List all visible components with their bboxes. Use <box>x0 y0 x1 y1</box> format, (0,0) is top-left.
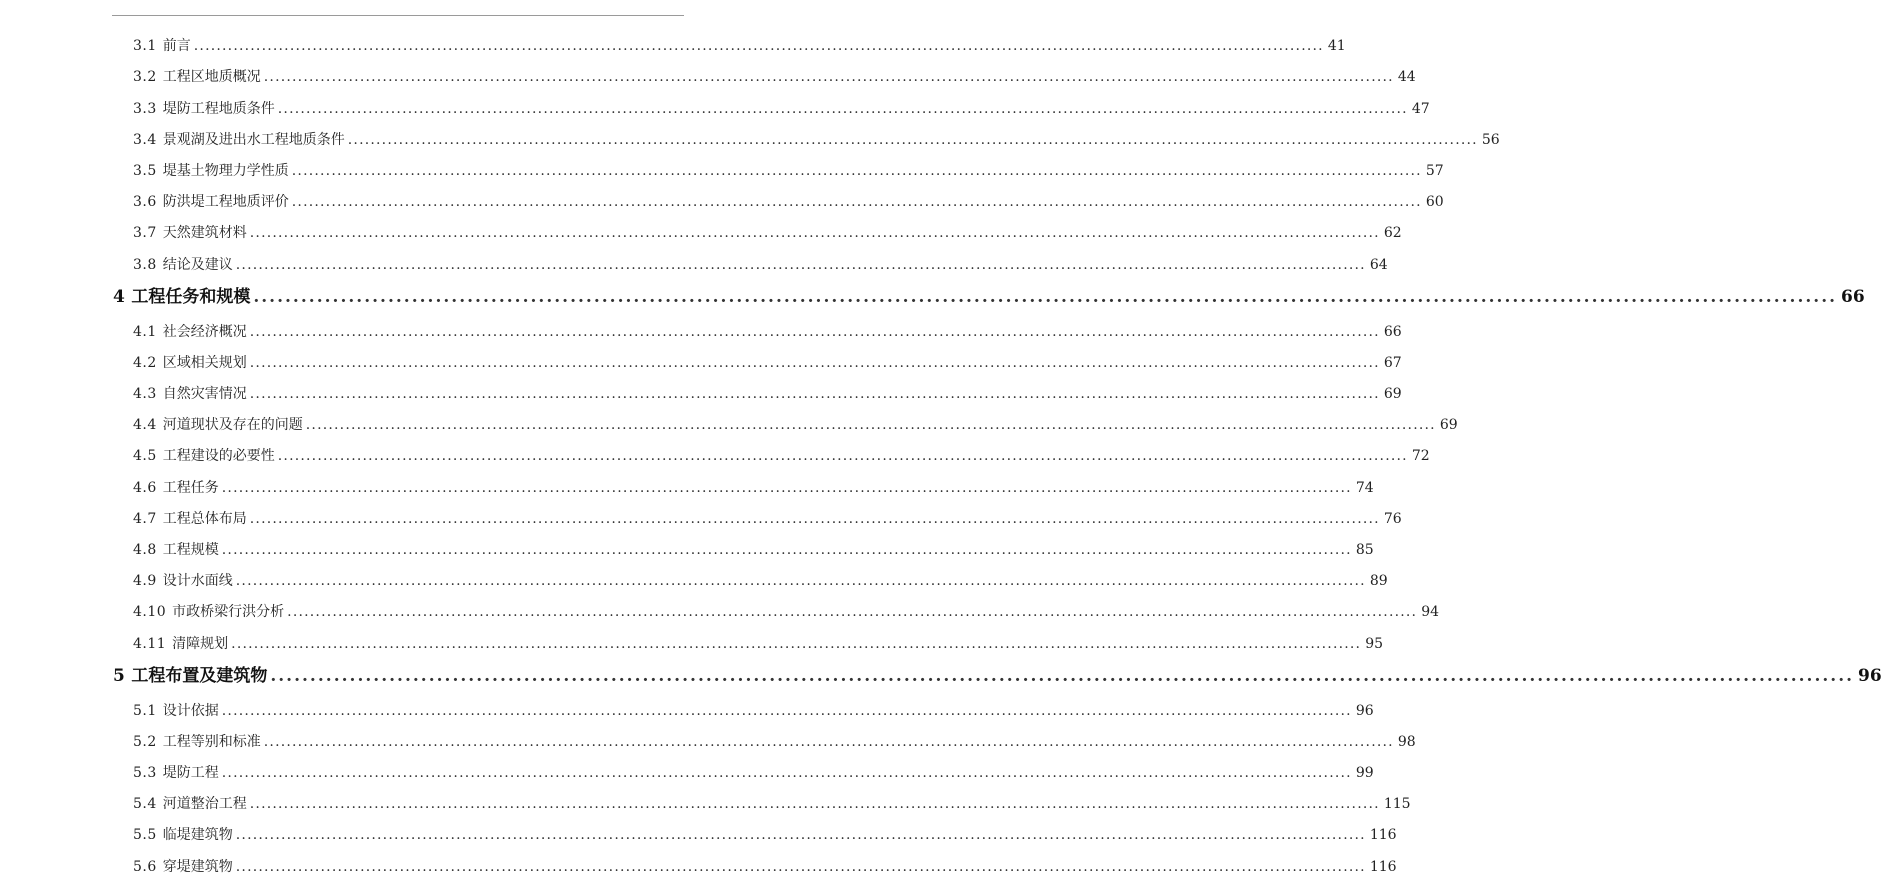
toc-section-entry[interactable] <box>133 255 1388 275</box>
entry-page-number: 47 <box>1411 101 1430 117</box>
dot-leader: ........................................................................................................................................................................................................ <box>235 257 1366 273</box>
entry-title: 工程任务和规模 <box>131 287 251 307</box>
toc-section-entry[interactable] <box>133 223 1402 243</box>
entry-title: 河道整治工程 <box>162 796 247 812</box>
entry-number: 5.1 <box>133 703 157 719</box>
entry-page-number: 95 <box>1365 636 1384 652</box>
dot-leader: ........................................................................................................................................................................................................ <box>305 417 1436 433</box>
entry-number: 3.5 <box>133 163 157 179</box>
entry-page-number: 66 <box>1841 287 1865 307</box>
toc-section-entry[interactable] <box>133 99 1430 119</box>
entry-number: 5.2 <box>133 734 157 750</box>
entry-page-number: 44 <box>1397 69 1416 85</box>
entry-number: 4.7 <box>133 511 157 527</box>
entry-number: 4.5 <box>133 448 157 464</box>
dot-leader: ........................................................................................................................................................................................................ <box>277 448 1408 464</box>
entry-page-number: 85 <box>1355 542 1374 558</box>
toc-section-entry[interactable] <box>133 634 1384 654</box>
entry-page-number: 116 <box>1369 859 1397 875</box>
dot-leader: ........................................................................................................................................................................................................ <box>193 38 1324 54</box>
entry-page-number: 98 <box>1397 734 1416 750</box>
dot-leader: ........................................................................................................................................................................................................ <box>263 734 1394 750</box>
dot-leader: ........................................................................................................................................................................................................ <box>249 511 1380 527</box>
toc-section-entry[interactable] <box>133 763 1374 783</box>
entry-title: 前言 <box>162 38 191 54</box>
dot-leader: ........................................................................................................................................................................................................ <box>221 765 1352 781</box>
dot-leader: ........................................................................................................................................................................................................ <box>249 225 1380 241</box>
entry-number: 4.2 <box>133 355 157 371</box>
toc-section-entry[interactable] <box>133 161 1444 181</box>
dot-leader: ........................................................................................................................................................................................................ <box>287 604 1418 620</box>
entry-number: 4.9 <box>133 573 157 589</box>
entry-title: 区域相关规划 <box>162 355 247 371</box>
toc-section-entry[interactable] <box>133 509 1402 529</box>
entry-title: 穿堤建筑物 <box>162 859 233 875</box>
entry-number: 3.7 <box>133 225 157 241</box>
entry-page-number: 96 <box>1355 703 1374 719</box>
entry-title: 景观湖及进出水工程地质条件 <box>162 132 345 148</box>
entry-page-number: 96 <box>1858 666 1882 686</box>
dot-leader: ........................................................................................................................................................................................................ <box>249 796 1380 812</box>
toc-section-entry[interactable] <box>133 130 1500 150</box>
entry-number: 4.3 <box>133 386 157 402</box>
entry-page-number: 72 <box>1411 448 1430 464</box>
entry-title: 设计水面线 <box>162 573 233 589</box>
toc-section-entry[interactable] <box>133 540 1374 560</box>
entry-title: 工程总体布局 <box>162 511 247 527</box>
toc-section-entry[interactable] <box>133 478 1374 498</box>
entry-number: 5.3 <box>133 765 157 781</box>
dot-leader: ........................................................................................................................................................................................................ <box>249 386 1380 402</box>
entry-number: 5 <box>113 666 126 686</box>
toc-section-entry[interactable] <box>133 701 1374 721</box>
toc-section-entry[interactable] <box>133 192 1444 212</box>
entry-title: 堤防工程地质条件 <box>162 101 275 117</box>
toc-section-entry[interactable] <box>133 857 1397 877</box>
entry-number: 4.8 <box>133 542 157 558</box>
toc-section-entry[interactable] <box>133 446 1430 466</box>
dot-leader: ........................................................................................................................................................................................................ <box>253 287 1838 307</box>
toc-section-entry[interactable] <box>133 571 1388 591</box>
entry-number: 4.10 <box>133 604 167 620</box>
toc-section-entry[interactable] <box>133 67 1416 87</box>
entry-title: 设计依据 <box>162 703 219 719</box>
entry-page-number: 41 <box>1327 38 1346 54</box>
toc-section-entry[interactable] <box>133 794 1411 814</box>
toc-section-entry[interactable] <box>133 732 1416 752</box>
dot-leader: ........................................................................................................................................................................................................ <box>221 703 1352 719</box>
dot-leader: ........................................................................................................................................................................................................ <box>277 101 1408 117</box>
entry-title: 工程规模 <box>162 542 219 558</box>
entry-page-number: 94 <box>1421 604 1440 620</box>
entry-page-number: 116 <box>1369 827 1397 843</box>
entry-number: 3.2 <box>133 69 157 85</box>
entry-number: 3.1 <box>133 38 157 54</box>
toc-section-entry[interactable] <box>133 353 1402 373</box>
entry-title: 天然建筑材料 <box>162 225 247 241</box>
entry-title: 市政桥梁行洪分析 <box>172 604 285 620</box>
dot-leader: ........................................................................................................................................................................................................ <box>270 666 1855 686</box>
entry-title: 结论及建议 <box>162 257 233 273</box>
entry-page-number: 115 <box>1383 796 1411 812</box>
dot-leader: ........................................................................................................................................................................................................ <box>221 480 1352 496</box>
entry-page-number: 62 <box>1383 225 1402 241</box>
entry-number: 4.11 <box>133 636 167 652</box>
entry-number: 4.1 <box>133 324 157 340</box>
dot-leader: ........................................................................................................................................................................................................ <box>235 573 1366 589</box>
entry-title: 堤基土物理力学性质 <box>162 163 289 179</box>
dot-leader: ........................................................................................................................................................................................................ <box>249 324 1380 340</box>
dot-leader: ........................................................................................................................................................................................................ <box>249 355 1380 371</box>
entry-number: 3.4 <box>133 132 157 148</box>
dot-leader: ........................................................................................................................................................................................................ <box>221 542 1352 558</box>
dot-leader: ........................................................................................................................................................................................................ <box>291 163 1422 179</box>
entry-number: 4.6 <box>133 480 157 496</box>
entry-number: 3.6 <box>133 194 157 210</box>
entry-title: 工程区地质概况 <box>162 69 261 85</box>
dot-leader: ........................................................................................................................................................................................................ <box>235 859 1366 875</box>
toc-section-entry[interactable] <box>133 602 1440 622</box>
toc-chapter-entry[interactable] <box>113 666 1882 686</box>
entry-number: 5.5 <box>133 827 157 843</box>
entry-page-number: 76 <box>1383 511 1402 527</box>
entry-number: 5.6 <box>133 859 157 875</box>
entry-title: 防洪堤工程地质评价 <box>162 194 289 210</box>
entry-title: 堤防工程 <box>162 765 219 781</box>
entry-title: 清障规划 <box>172 636 229 652</box>
toc-chapter-entry[interactable] <box>113 287 1865 307</box>
top-rule <box>112 15 684 16</box>
entry-page-number: 66 <box>1383 324 1402 340</box>
entry-page-number: 64 <box>1369 257 1388 273</box>
toc-section-entry[interactable] <box>133 322 1402 342</box>
toc-section-entry[interactable] <box>133 415 1458 435</box>
toc-section-entry[interactable] <box>133 36 1346 56</box>
entry-page-number: 56 <box>1481 132 1500 148</box>
entry-number: 3.3 <box>133 101 157 117</box>
entry-title: 工程建设的必要性 <box>162 448 275 464</box>
dot-leader: ........................................................................................................................................................................................................ <box>347 132 1478 148</box>
toc-section-entry[interactable] <box>133 384 1402 404</box>
entry-title: 工程等别和标准 <box>162 734 261 750</box>
entry-number: 5.4 <box>133 796 157 812</box>
entry-page-number: 60 <box>1425 194 1444 210</box>
entry-page-number: 89 <box>1369 573 1388 589</box>
entry-title: 工程任务 <box>162 480 219 496</box>
entry-page-number: 67 <box>1383 355 1402 371</box>
entry-page-number: 57 <box>1425 163 1444 179</box>
entry-title: 临堤建筑物 <box>162 827 233 843</box>
dot-leader: ........................................................................................................................................................................................................ <box>235 827 1366 843</box>
entry-number: 3.8 <box>133 257 157 273</box>
entry-number: 4 <box>113 287 126 307</box>
entry-title: 工程布置及建筑物 <box>131 666 268 686</box>
entry-page-number: 69 <box>1383 386 1402 402</box>
entry-number: 4.4 <box>133 417 157 433</box>
entry-title: 河道现状及存在的问题 <box>162 417 303 433</box>
entry-title: 社会经济概况 <box>162 324 247 340</box>
dot-leader: ........................................................................................................................................................................................................ <box>263 69 1394 85</box>
entry-page-number: 69 <box>1439 417 1458 433</box>
entry-page-number: 74 <box>1355 480 1374 496</box>
entry-page-number: 99 <box>1355 765 1374 781</box>
entry-title: 自然灾害情况 <box>162 386 247 402</box>
dot-leader: ........................................................................................................................................................................................................ <box>231 636 1362 652</box>
toc-section-entry[interactable] <box>133 825 1397 845</box>
dot-leader: ........................................................................................................................................................................................................ <box>291 194 1422 210</box>
